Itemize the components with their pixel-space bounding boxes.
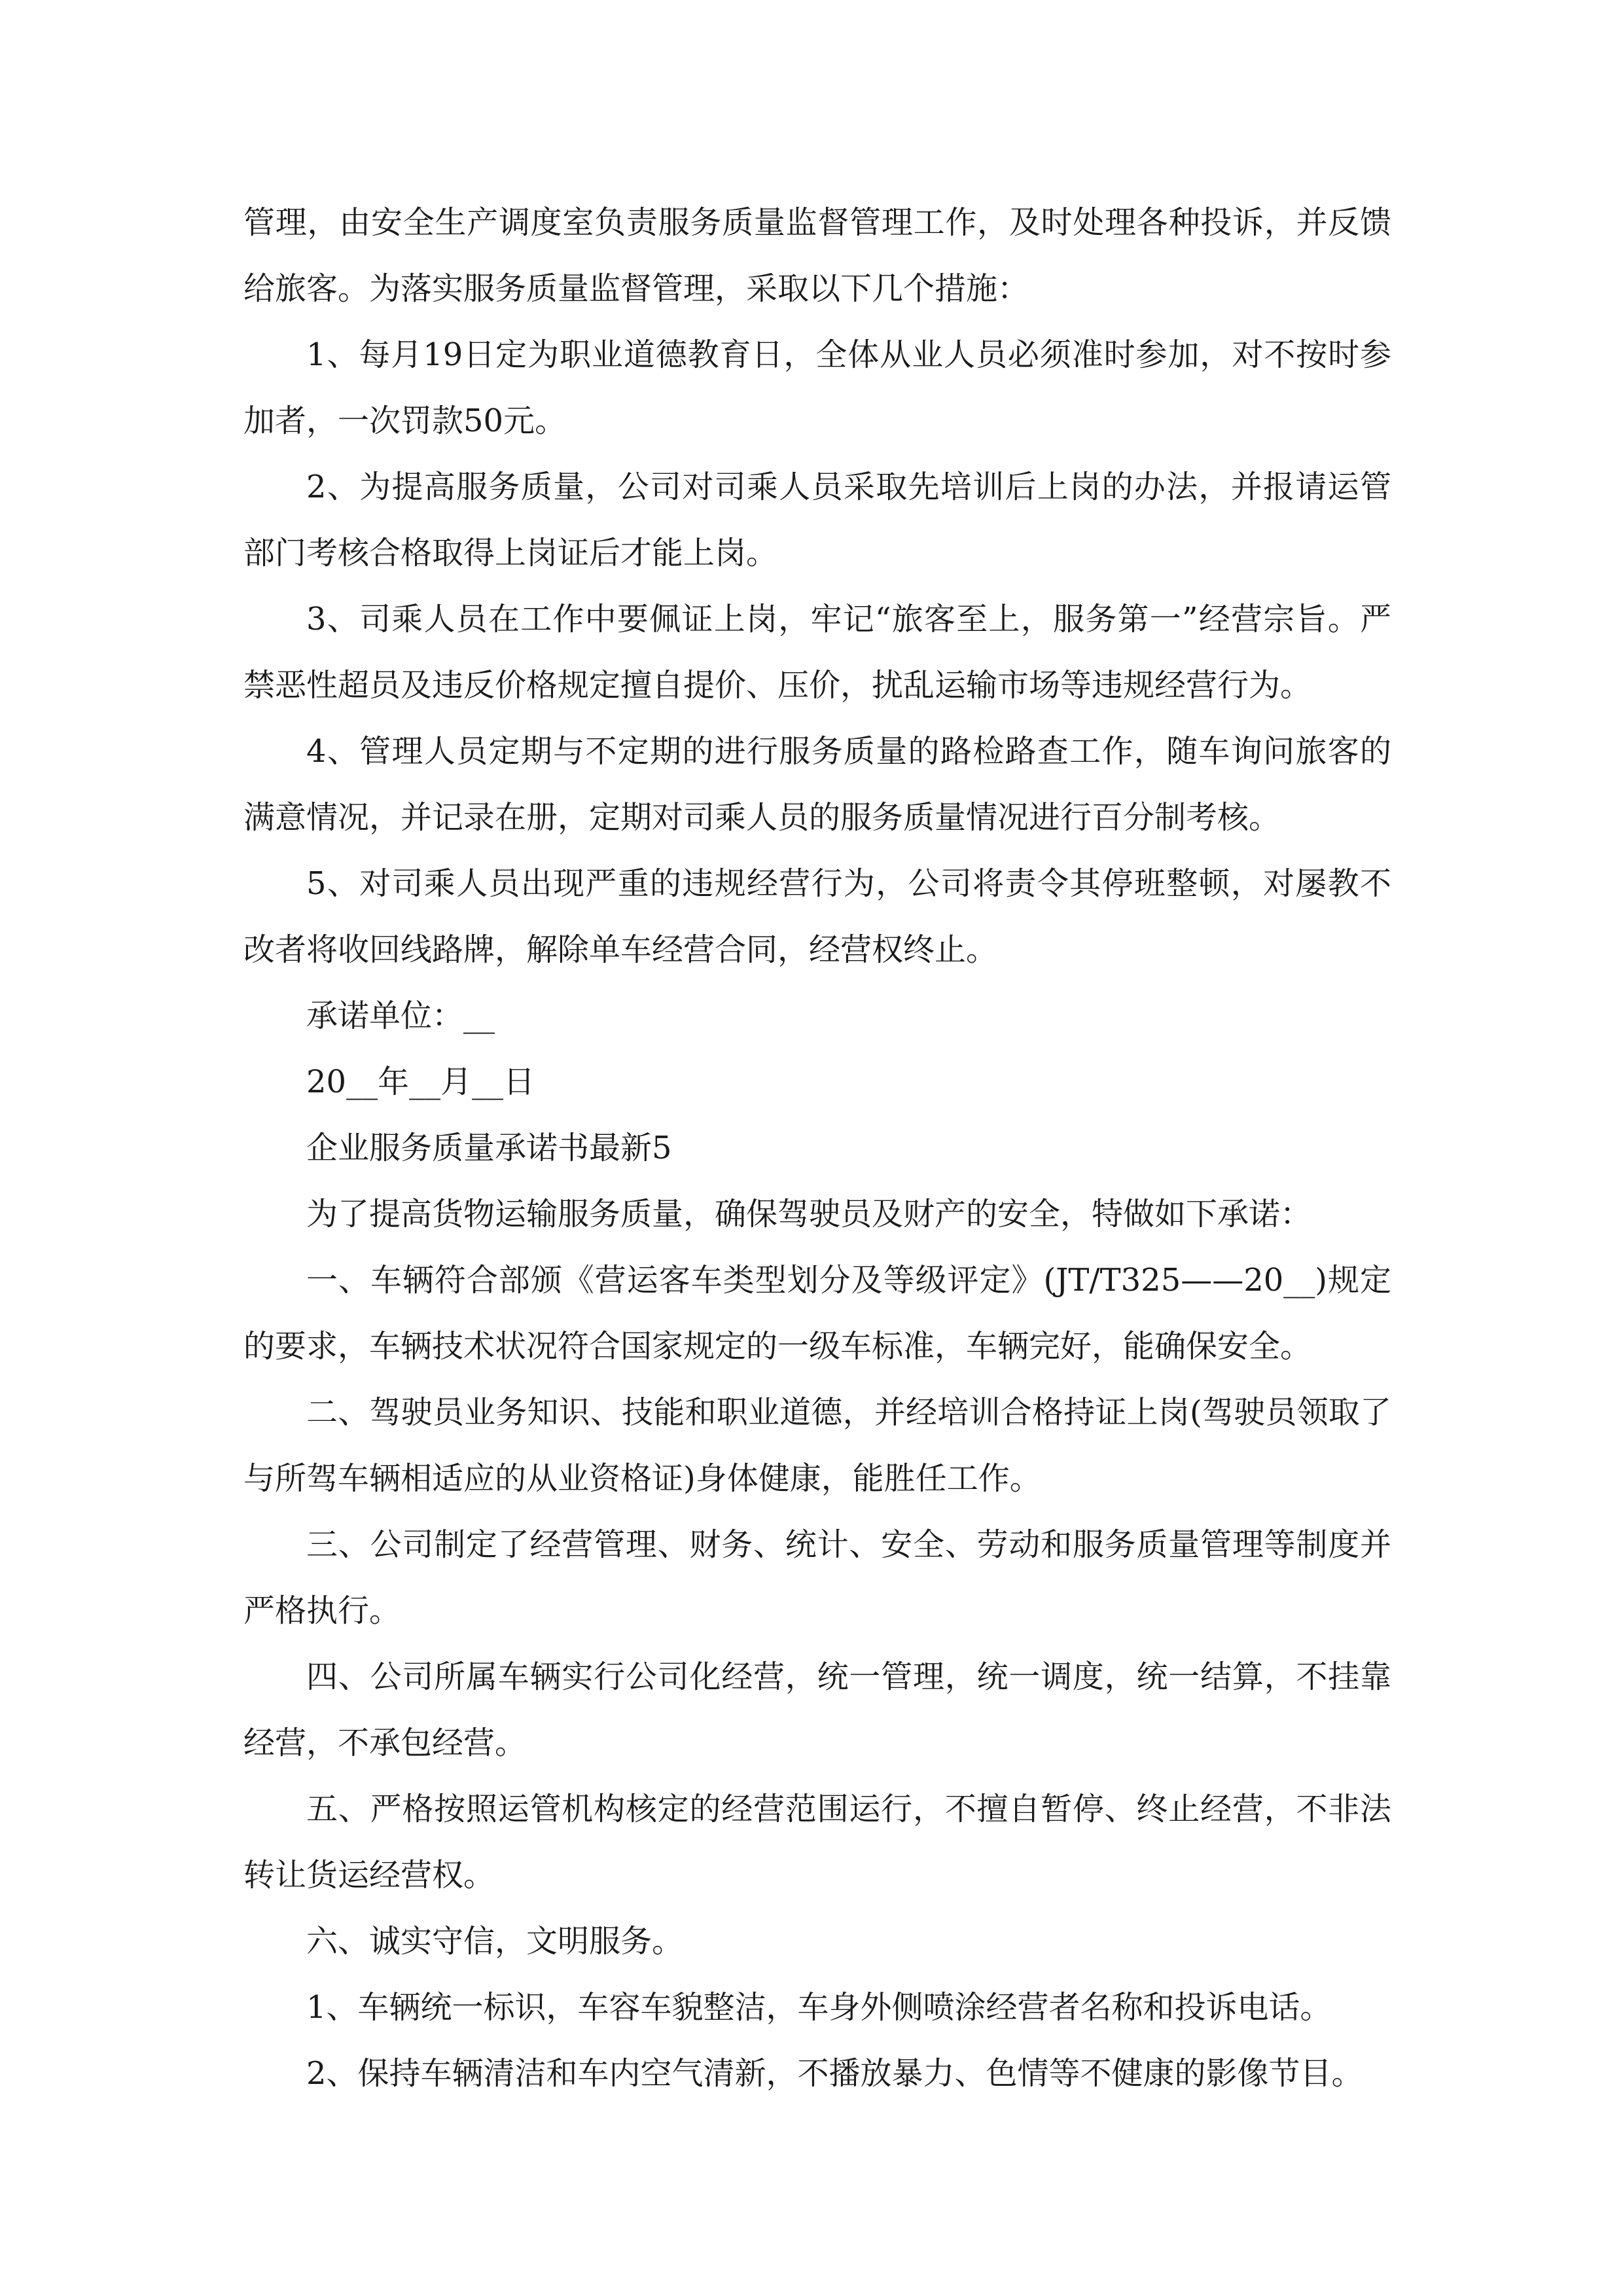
document-body <box>243 190 1391 2107</box>
section-title: 企业服务质量承诺书最新5 <box>306 1130 672 1166</box>
paragraph-item-2: 二、驾驶员业务知识、技能和职业道德，并经培训合格持证上岗(驾驶员领取了与所驾车辆相适应的从业资格证)身体健康，能胜任工作。 <box>243 1394 1391 1497</box>
paragraph-item-3: 三、公司制定了经营管理、财务、统计、安全、劳动和服务质量管理等制度并严格执行。 <box>243 1526 1391 1629</box>
paragraph-2: 1、每月19日定为职业道德教育日，全体从业人员必须准时参加，对不按时参加者，一次罚款50元。 <box>243 336 1391 439</box>
paragraph-1: 管理，由安全生产调度室负责服务质量监督管理工作，及时处理各种投诉，并反馈给旅客。为落实服务质量监督管理，采取以下几个措施： <box>243 204 1391 307</box>
paragraph-sub-1: 1、车辆统一标识，车容车貌整洁，车身外侧喷涂经营者名称和投诉电话。 <box>306 1989 1332 2026</box>
paragraph-intro: 为了提高货物运输服务质量，确保驾驶员及财产的安全，特做如下承诺： <box>306 1196 1312 1232</box>
paragraph-5: 4、管理人员定期与不定期的进行服务质量的路检路查工作，随车询问旅客的满意情况，并记录在册，定期对司乘人员的服务质量情况进行百分制考核。 <box>243 733 1391 836</box>
paragraph-item-4: 四、公司所属车辆实行公司化经营，统一管理，统一调度，统一结算，不挂靠经营，不承包经营。 <box>243 1659 1391 1761</box>
paragraph-item-1: 一、车辆符合部颁《营运客车类型划分及等级评定》(JT/T325——20__)规定的要求，车辆技术状况符合国家规定的一级车标准，车辆完好，能确保安全。 <box>243 1262 1391 1365</box>
paragraph-6: 5、对司乘人员出现严重的违规经营行为，公司将责令其停班整顿，对屡教不改者将收回线路牌，解除单车经营合同，经营权终止。 <box>243 865 1391 968</box>
paragraph-item-6: 六、诚实守信，文明服务。 <box>306 1923 684 1960</box>
date-line: 20__年__月__日 <box>306 1064 535 1100</box>
paragraph-item-5: 五、严格按照运管机构核定的经营范围运行，不擅自暂停、终止经营，不非法转让货运经营权。 <box>243 1791 1391 1893</box>
paragraph-4: 3、司乘人员在工作中要佩证上岗，牢记“旅客至上，服务第一”经营宗旨。严禁恶性超员及违反价格规定擅自提价、压价，扰乱运输市场等违规经营行为。 <box>243 601 1391 704</box>
paragraph-sub-2: 2、保持车辆清洁和车内空气清新，不播放暴力、色情等不健康的影像节目。 <box>306 2055 1363 2092</box>
paragraph-3: 2、为提高服务质量，公司对司乘人员采取先培训后上岗的办法，并报请运管部门考核合格取得上岗证后才能上岗。 <box>243 469 1391 571</box>
promising-unit: 承诺单位：__ <box>306 997 495 1034</box>
